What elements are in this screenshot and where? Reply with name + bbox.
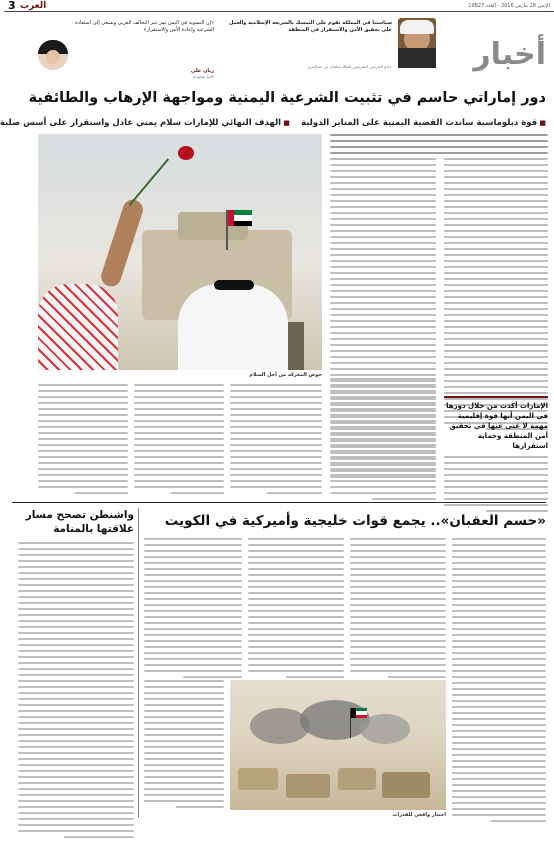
section-title: أخبار bbox=[473, 37, 546, 72]
main-photo-caption: خوض المعركة من أجل السلام bbox=[249, 372, 322, 378]
second-headline: «حسم العقبان».. يجمع قوات خليجية وأميركية في الكويت bbox=[164, 513, 546, 529]
side-body bbox=[18, 542, 134, 842]
main-photo bbox=[38, 134, 322, 370]
second-body-col-4 bbox=[144, 538, 242, 682]
main-subhead-1: قوة دبلوماسية ساندت القضية اليمنية على المنابر الدولية bbox=[301, 118, 538, 128]
top-strip bbox=[4, 0, 554, 12]
second-body-col-1 bbox=[452, 538, 546, 826]
main-body-col-3 bbox=[230, 384, 322, 498]
section-divider bbox=[12, 502, 546, 503]
side-headline: واشنطن تصحح مسار علاقتها بالمنامة bbox=[25, 509, 134, 535]
second-body-col-2 bbox=[350, 538, 446, 682]
main-body-col-4 bbox=[134, 384, 224, 498]
date-line: الإثنين 28 مارس 2016 - العدد 19827 bbox=[468, 3, 550, 9]
main-body-col-1 bbox=[444, 158, 548, 434]
columnist-name: ريان علي bbox=[190, 68, 214, 74]
main-pullquote: الإمارات أكدت من خلال دورها في اليمن أنها قوة إقليمية مهمة لا غنى عنها في تحقيق أمن المنطقة وحماية استقرارها bbox=[444, 396, 548, 451]
columnist-role: كاتبة سعودية bbox=[192, 74, 214, 79]
main-subhead-2: الهدف النهائي للإمارات سلام يمني عادل واستقرار على أسس صلبة bbox=[0, 118, 282, 128]
columnist-avatar bbox=[38, 40, 68, 70]
main-lead-text bbox=[330, 134, 548, 158]
king-caption: خادم الحرمين الشريفين الملك سلمان بن عبدالعزيز bbox=[307, 64, 392, 69]
main-headline: دور إماراتي حاسم في تثبيت الشرعية اليمنية ومواجهة الإرهاب والطائفية bbox=[28, 90, 546, 106]
subhead-bullet-2: ■ bbox=[281, 119, 290, 127]
second-photo-caption: اختبار واقعي للقدرات bbox=[392, 812, 446, 818]
subhead-bullet-1: ■ bbox=[537, 119, 546, 127]
main-body-col-1b bbox=[444, 456, 548, 516]
king-portrait bbox=[398, 18, 436, 68]
second-photo bbox=[230, 680, 446, 810]
side-column-rule bbox=[138, 508, 139, 818]
columnist-quote: «إن التسوية في اليمن تمر عبر التحالف العربي وتسعى إلى استعادة الشرعية وإعادة الأمن والاستقرار» bbox=[75, 20, 214, 33]
second-body-col-1b bbox=[144, 680, 224, 812]
second-body-col-3 bbox=[248, 538, 344, 682]
paper-name: العرب bbox=[20, 1, 47, 11]
main-body-col-5 bbox=[38, 384, 128, 498]
page-number: 3 bbox=[8, 0, 16, 12]
main-body-col-2b bbox=[330, 378, 436, 504]
main-subheads bbox=[0, 110, 546, 128]
king-quote: سياستنا في المملكة تقوم على التمسك بالشريعة الإسلامية والعمل على تحقيق الأمن والاستقرار في المنطقة bbox=[229, 20, 392, 33]
